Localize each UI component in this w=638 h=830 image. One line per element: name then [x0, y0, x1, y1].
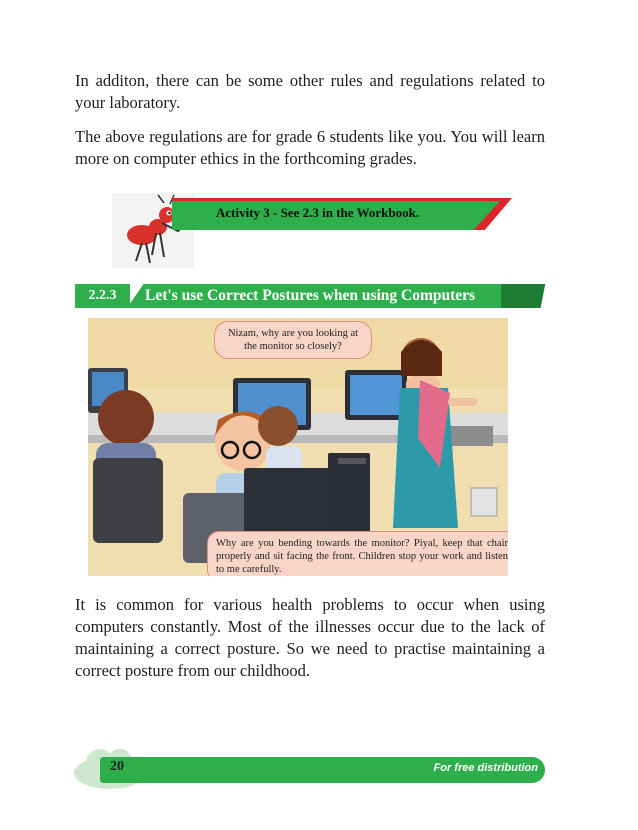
paragraph-grade-note: The above regulations are for grade 6 students like you. You will learn more on computer ethics in the forthcoming grades. — [75, 127, 545, 168]
section-header — [75, 284, 545, 310]
paragraph-lab-rules: In additon, there can be some other rules and regulations related to your laboratory. — [75, 71, 545, 112]
page-number: 20 — [110, 759, 124, 774]
paragraph-health-problems: It is common for various health problems to occur when using computers constantly. Most of the illnesses occur due to the lack of maintaining a correct posture. So we need to practise maintaining a correct posture from our childhood. — [75, 595, 545, 680]
activity-banner — [112, 193, 507, 268]
speech-bubble-teacher-instruction: Why are you bending towards the monitor? Piyal, keep that chair properly and sit facing the front. Children stop your work and listen to me carefully. — [207, 531, 508, 576]
classroom-illustration — [88, 318, 508, 576]
free-distribution-label: For free distribution — [433, 762, 538, 774]
section-number: 2.2.3 — [75, 284, 130, 308]
speech-bubble-teacher-question: Nizam, why are you looking at the monitor so closely? — [214, 321, 372, 359]
page-footer — [70, 745, 550, 790]
section-title-bar-end — [501, 284, 545, 308]
activity-label: Activity 3 - See 2.3 in the Workbook. — [216, 205, 420, 220]
section-title: Let's use Correct Postures when using Computers — [145, 287, 476, 304]
